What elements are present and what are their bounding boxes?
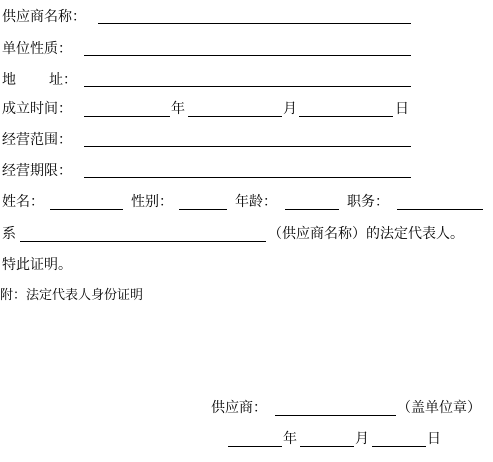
certify-text: 特此证明。 [2,257,72,273]
footer-supplier-field[interactable] [275,415,396,416]
footer-month-char: 月 [355,431,369,447]
established-month-field[interactable] [188,116,282,117]
established-month-char: 月 [283,101,297,117]
established-year-field[interactable] [84,116,170,117]
established-year-char: 年 [171,101,185,117]
name-label: 姓名： [2,194,44,210]
address-field[interactable] [84,86,411,87]
attachment-text: 附：法定代表人身份证明 [0,288,144,303]
business-scope-field[interactable] [84,146,411,147]
legal-rep-statement: （供应商名称）的法定代表人。 [268,226,464,242]
address-label-right: 址： [49,72,77,88]
seal-text: （盖单位章） [397,400,481,416]
established-label: 成立时间： [2,101,72,117]
gender-field[interactable] [179,209,227,210]
supplier-name-label: 供应商名称： [2,9,86,25]
unit-nature-field[interactable] [84,55,411,56]
age-label: 年龄： [235,194,277,210]
business-scope-label: 经营范围： [2,132,72,148]
position-label: 职务： [347,194,389,210]
is-char: 系 [2,226,16,242]
position-field[interactable] [397,209,483,210]
unit-nature-label: 单位性质： [2,41,72,57]
supplier-name-field[interactable] [98,23,411,24]
address-label-left: 地 [2,72,16,88]
age-field[interactable] [285,209,339,210]
footer-year-char: 年 [283,431,297,447]
footer-day-field[interactable] [372,446,426,447]
footer-year-field[interactable] [228,446,282,447]
established-day-char: 日 [395,101,409,117]
legal-rep-company-field[interactable] [20,241,266,242]
footer-supplier-label: 供应商： [211,400,267,416]
established-day-field[interactable] [299,116,393,117]
name-field[interactable] [50,209,123,210]
business-term-label: 经营期限： [2,163,72,179]
footer-day-char: 日 [427,431,441,447]
gender-label: 性别： [131,194,173,210]
business-term-field[interactable] [84,177,411,178]
footer-month-field[interactable] [300,446,354,447]
